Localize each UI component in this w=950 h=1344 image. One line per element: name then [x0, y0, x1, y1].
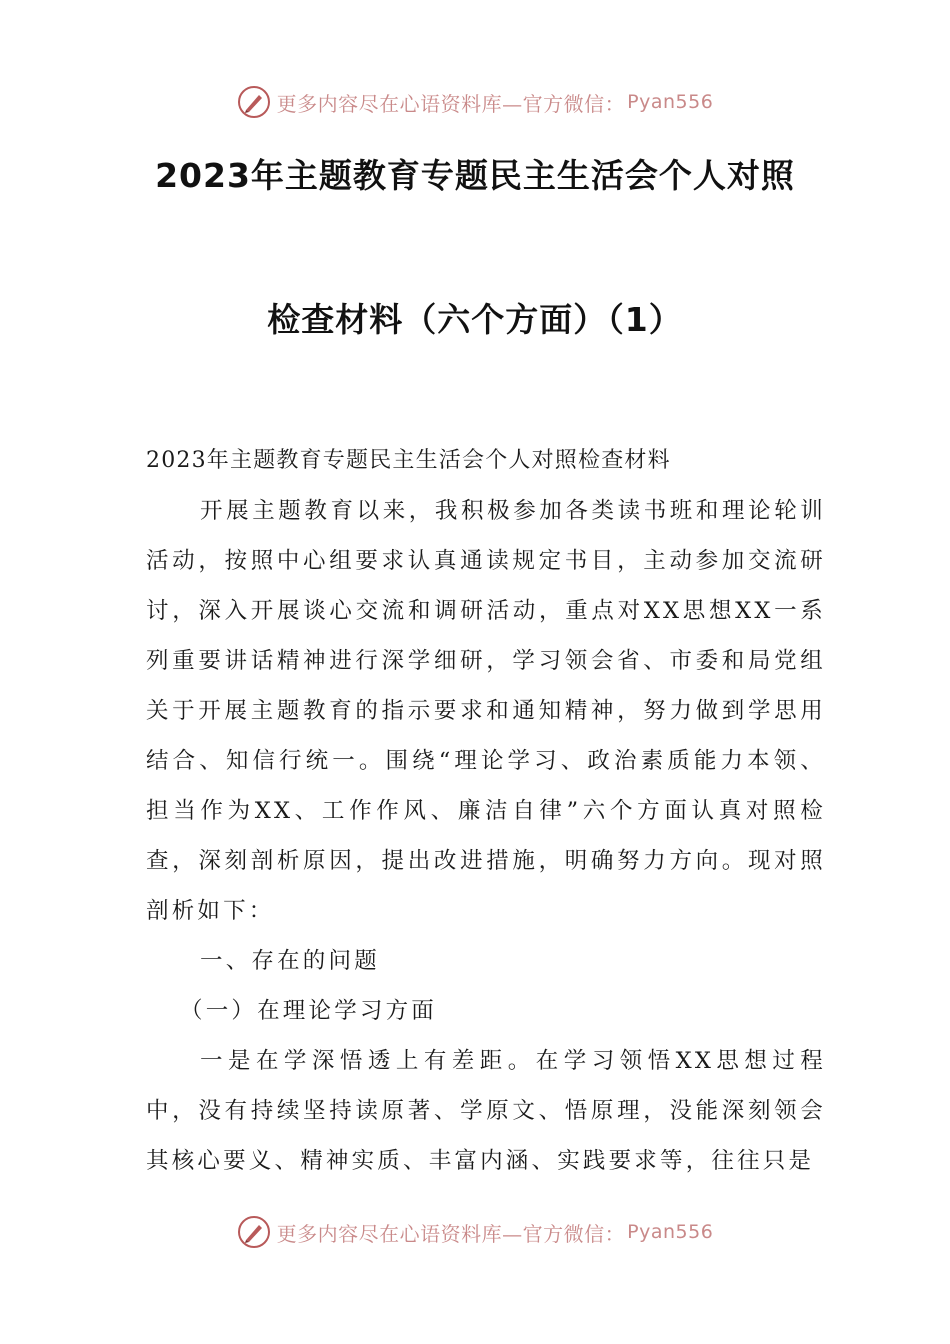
- section-heading: 一、存在的问题: [200, 948, 380, 974]
- watermark-wechat-id: Pyan556: [627, 91, 714, 113]
- pen-circle-logo-icon: [237, 1215, 271, 1249]
- section-subheading: （一）在理论学习方面: [180, 998, 438, 1024]
- watermark-footer: [0, 1212, 950, 1252]
- watermark-text: 更多内容尽在心语资料库—官方微信：: [276, 1221, 626, 1246]
- watermark-header: [0, 82, 950, 122]
- pen-circle-logo-icon: [237, 85, 271, 119]
- watermark-text: 更多内容尽在心语资料库—官方微信：: [276, 91, 626, 116]
- paragraph-intro: 开展主题教育以来，我积极参加各类读书班和理论轮训活动，按照中心组要求认真通读规定书目，主动参加交流研讨，深入开展谈心交流和调研活动，重点对XX思想XX一系列重要讲话精神进行深学细研，学习领会省、市委和局党组关于开展主题教育的指示要求和通知精神，努力做到学思用结合、知信行统一。围绕“理论学习、政治素质能力本领、担当作为XX、工作作风、廉洁自律”六个方面认真对照检查，深刻剖析原因，提出改进措施，明确努力方向。现对照剖析如下：: [146, 498, 826, 924]
- watermark-wechat-id: Pyan556: [627, 1221, 714, 1243]
- document-title-line1: 2023年主题教育专题民主生活会个人对照: [155, 156, 795, 195]
- document-subtitle: 2023年主题教育专题民主生活会个人对照检查材料: [146, 448, 671, 473]
- paragraph-problem-1: 一是在学深悟透上有差距。在学习领悟XX思想过程中，没有持续坚持读原著、学原文、悟原理，没能深刻领会其核心要义、精神实质、丰富内涵、实践要求等，往往只是: [146, 1048, 826, 1174]
- document-body: [146, 436, 826, 1186]
- document-title-line2: 检查材料（六个方面）（1）: [267, 300, 683, 339]
